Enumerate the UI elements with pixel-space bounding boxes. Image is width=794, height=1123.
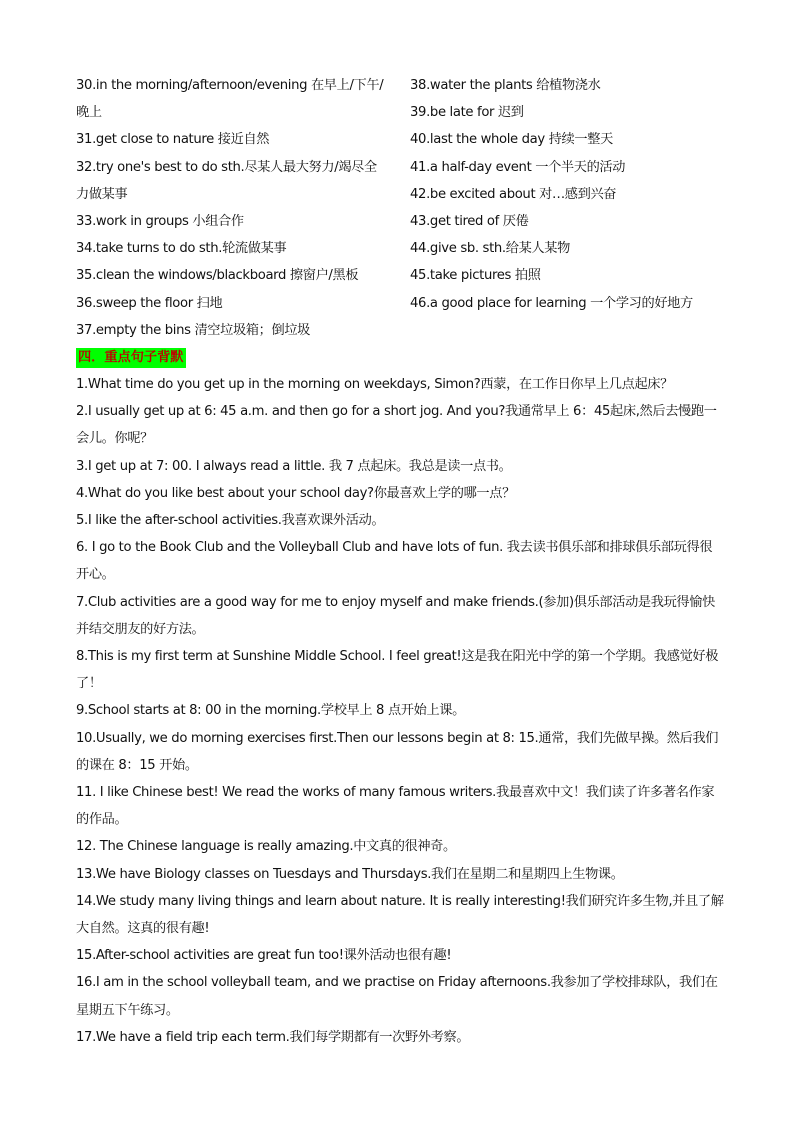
sentence-item: 1.What time do you get up in the morning on weekdays, Simon?西蒙，在工作日你早上几点起床？ [76, 377, 673, 392]
section-heading: 四．重点句子背默 [76, 348, 186, 368]
sentence-item: 17.We have a field trip each term.我们每学期都有一次野外考察。 [76, 1029, 470, 1045]
sentence-item: 10.Usually, we do morning exercises first.Then our lessons begin at 8: 15.通常，我们先做早操。然后我们的课在 8：15 开始。 [76, 730, 719, 773]
sentence-item: 2.I usually get up at 6: 45 a.m. and then go for a short jog. And you?我通常早上 6：45起床,然后去慢跑一会儿。你呢？ [76, 404, 717, 447]
sentence-item: 5.I like the after-school activities.我喜欢课外活动。 [76, 513, 385, 529]
phrase-column-left [76, 72, 410, 344]
phrase-item: 45.take pictures 拍照 [410, 268, 541, 284]
phrase-item: 44.give sb. sth.给某人某物 [410, 241, 570, 257]
sentence-list [76, 371, 724, 1051]
phrase-item: 46.a good place for learning 一个学习的好地方 [410, 295, 693, 311]
phrase-item: 39.be late for 迟到 [410, 105, 524, 121]
phrase-item: 35.clean the windows/blackboard 擦窗户/黑板 [76, 268, 359, 284]
sentence-item: 13.We have Biology classes on Tuesdays and Thursdays.我们在星期二和星期四上生物课。 [76, 866, 624, 882]
phrase-column-right [410, 72, 726, 344]
sentence-item: 14.We study many living things and learn about nature. It is really interesting!我们研究许多生物,并且了解大自然。这真的很有趣! [76, 893, 724, 937]
sentence-item: 3.I get up at 7: 00. I always read a little. 我 7 点起床。我总是读一点书。 [76, 458, 512, 474]
phrase-item: 33.work in groups 小组合作 [76, 214, 244, 230]
phrase-item: 40.last the whole day 持续一整天 [410, 132, 613, 148]
phrase-item: 32.try one's best to do sth.尽某人最大努力/竭尽全力做某事 [76, 159, 377, 202]
sentence-item: 11. I like Chinese best! We read the works of many famous writers.我最喜欢中文！我们读了许多著名作家的作品。 [76, 785, 715, 828]
phrase-list [76, 72, 726, 344]
phrase-item: 42.be excited about 对…感到兴奋 [410, 186, 617, 202]
phrase-item: 41.a half-day event 一个半天的活动 [410, 159, 626, 175]
phrase-item: 31.get close to nature 接近自然 [76, 132, 270, 148]
section-heading-row [76, 344, 186, 371]
phrase-item: 36.sweep the floor 扫地 [76, 295, 223, 311]
sentence-item: 9.School starts at 8: 00 in the morning.学校早上 8 点开始上课。 [76, 703, 465, 719]
phrase-item: 38.water the plants 给植物浇水 [410, 78, 601, 93]
sentence-item: 7.Club activities are a good way for me to enjoy myself and make friends.(参加)俱乐部活动是我玩得愉快并结交朋友的好方法。 [76, 594, 715, 637]
sentence-item: 12. The Chinese language is really amazing.中文真的很神奇。 [76, 839, 456, 855]
phrase-item: 37.empty the bins 清空垃圾箱；倒垃圾 [76, 322, 310, 338]
phrase-item: 43.get tired of 厌倦 [410, 214, 529, 230]
sentence-item: 8.This is my first term at Sunshine Middle School. I feel great!这是我在阳光中学的第一个学期。我感觉好极了！ [76, 649, 719, 692]
sentence-item: 4.What do you like best about your school day?你最喜欢上学的哪一点？ [76, 485, 515, 501]
sentence-item: 16.I am in the school volleyball team, and we practise on Friday afternoons.我参加了学校排球队，我们在星期五下午练习。 [76, 975, 718, 1018]
phrase-item: 30.in the morning/afternoon/evening 在早上/下午/晚上 [76, 78, 384, 121]
sentence-item: 6. I go to the Book Club and the Volleyball Club and have lots of fun. 我去读书俱乐部和排球俱乐部玩得很开心。 [76, 540, 713, 583]
phrase-item: 34.take turns to do sth.轮流做某事 [76, 241, 287, 257]
sentence-item: 15.After-school activities are great fun too!课外活动也很有趣! [76, 948, 452, 964]
